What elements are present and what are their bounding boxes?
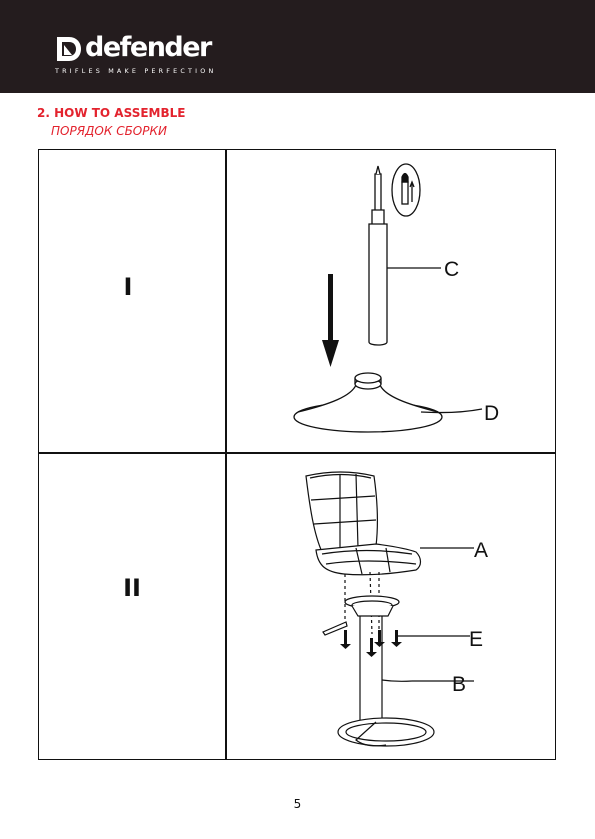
- part-label-e: E: [469, 628, 484, 651]
- defender-logo: [55, 34, 215, 80]
- page-number: 5: [293, 797, 302, 811]
- step-1-numeral: I: [123, 273, 133, 301]
- defender-logo-icon: [55, 34, 83, 64]
- part-label-d: D: [484, 402, 500, 425]
- step-2-illustration: [226, 454, 554, 758]
- part-label-a: A: [474, 539, 489, 562]
- brand-tagline: TRIFLES MAKE PERFECTION: [55, 67, 217, 75]
- step-1-illustration: [226, 152, 554, 450]
- step-2-numeral: II: [123, 574, 141, 602]
- part-label-b: B: [452, 673, 467, 696]
- brand-name: defender: [85, 32, 211, 63]
- section-subtitle: ПОРЯДОК СБОРКИ: [51, 124, 167, 138]
- section-title: 2. HOW TO ASSEMBLE: [37, 106, 186, 120]
- part-label-c: C: [444, 258, 460, 281]
- page-header: [0, 0, 595, 93]
